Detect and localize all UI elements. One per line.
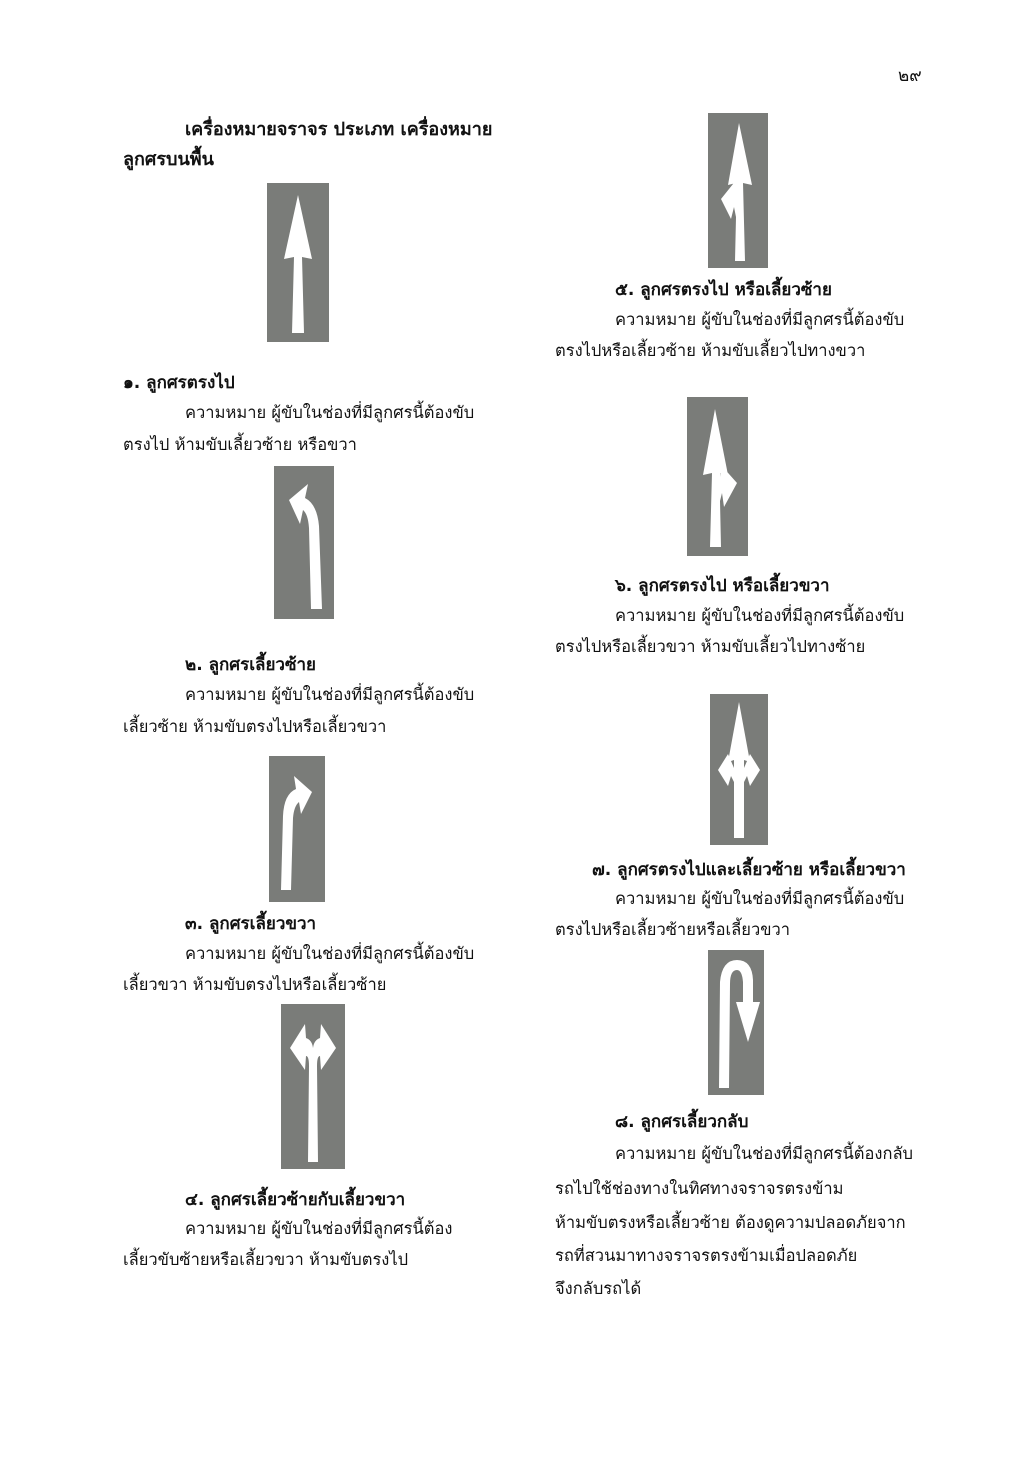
straight-left-right-arrow-icon [710, 694, 768, 845]
section-8-line2: รถไปใช้ช่องทางในทิศทางจราจรตรงข้าม [555, 1179, 844, 1198]
page-heading-line2: ลูกศรบนพื้น [123, 149, 214, 170]
section-5-line1: ความหมาย ผู้ขับในช่องที่มีลูกศรนี้ต้องขับ [615, 310, 905, 329]
section-4-title: ๔. ลูกศรเลี้ยวซ้ายกับเลี้ยวขวา [185, 1190, 406, 1210]
u-turn-arrow-icon [708, 950, 764, 1095]
straight-or-left-arrow-icon [708, 113, 768, 268]
section-2-line1: ความหมาย ผู้ขับในช่องที่มีลูกศรนี้ต้องขับ [185, 685, 475, 704]
section-3-line1: ความหมาย ผู้ขับในช่องที่มีลูกศรนี้ต้องขับ [185, 944, 475, 963]
section-8-line5: จึงกลับรถได้ [555, 1279, 642, 1298]
section-5-line2: ตรงไปหรือเลี้ยวซ้าย ห้ามขับเลี้ยวไปทางขวา [555, 341, 866, 360]
page-heading-line1: เครื่องหมายจราจร ประเภท เครื่องหมาย [185, 119, 493, 140]
section-6-line1: ความหมาย ผู้ขับในช่องที่มีลูกศรนี้ต้องขับ [615, 606, 905, 625]
section-1-title: ๑. ลูกศรตรงไป [123, 373, 235, 393]
section-6-line2: ตรงไปหรือเลี้ยวขวา ห้ามขับเลี้ยวไปทางซ้าย [555, 637, 866, 656]
section-4-line2: เลี้ยวขับซ้ายหรือเลี้ยวขวา ห้ามขับตรงไป [123, 1250, 409, 1269]
section-1-line2: ตรงไป ห้ามขับเลี้ยวซ้าย หรือขวา [123, 435, 357, 454]
straight-arrow-icon [267, 183, 329, 342]
section-7-title: ๗. ลูกศรตรงไปและเลี้ยวซ้าย หรือเลี้ยวขวา [592, 860, 906, 880]
section-7-line1: ความหมาย ผู้ขับในช่องที่มีลูกศรนี้ต้องขับ [615, 889, 905, 908]
section-8-title: ๘. ลูกศรเลี้ยวกลับ [615, 1112, 749, 1132]
section-8-line4: รถที่สวนมาทางจราจรตรงข้ามเมื่อปลอดภัย [555, 1246, 858, 1265]
page-number: ๒๙ [898, 66, 922, 86]
section-1-line1: ความหมาย ผู้ขับในช่องที่มีลูกศรนี้ต้องขับ [185, 403, 475, 422]
left-or-right-turn-arrow-icon [281, 1004, 345, 1169]
section-4-line1: ความหมาย ผู้ขับในช่องที่มีลูกศรนี้ต้อง [185, 1219, 453, 1238]
section-3-line2: เลี้ยวขวา ห้ามขับตรงไปหรือเลี้ยวซ้าย [123, 975, 387, 994]
section-5-title: ๕. ลูกศรตรงไป หรือเลี้ยวซ้าย [615, 280, 832, 300]
section-8-line1: ความหมาย ผู้ขับในช่องที่มีลูกศรนี้ต้องกลับ [615, 1144, 914, 1163]
straight-or-right-arrow-icon [687, 397, 748, 556]
section-7-line2: ตรงไปหรือเลี้ยวซ้ายหรือเลี้ยวขวา [555, 920, 791, 939]
section-2-title: ๒. ลูกศรเลี้ยวซ้าย [185, 655, 316, 675]
section-6-title: ๖. ลูกศรตรงไป หรือเลี้ยวขวา [615, 576, 830, 596]
section-8-line3: ห้ามขับตรงหรือเลี้ยวซ้าย ต้องดูความปลอดภัยจาก [555, 1213, 906, 1232]
left-turn-arrow-icon [274, 466, 334, 619]
right-turn-arrow-icon [269, 756, 325, 902]
section-2-line2: เลี้ยวซ้าย ห้ามขับตรงไปหรือเลี้ยวขวา [123, 717, 387, 736]
section-3-title: ๓. ลูกศรเลี้ยวขวา [185, 914, 317, 934]
